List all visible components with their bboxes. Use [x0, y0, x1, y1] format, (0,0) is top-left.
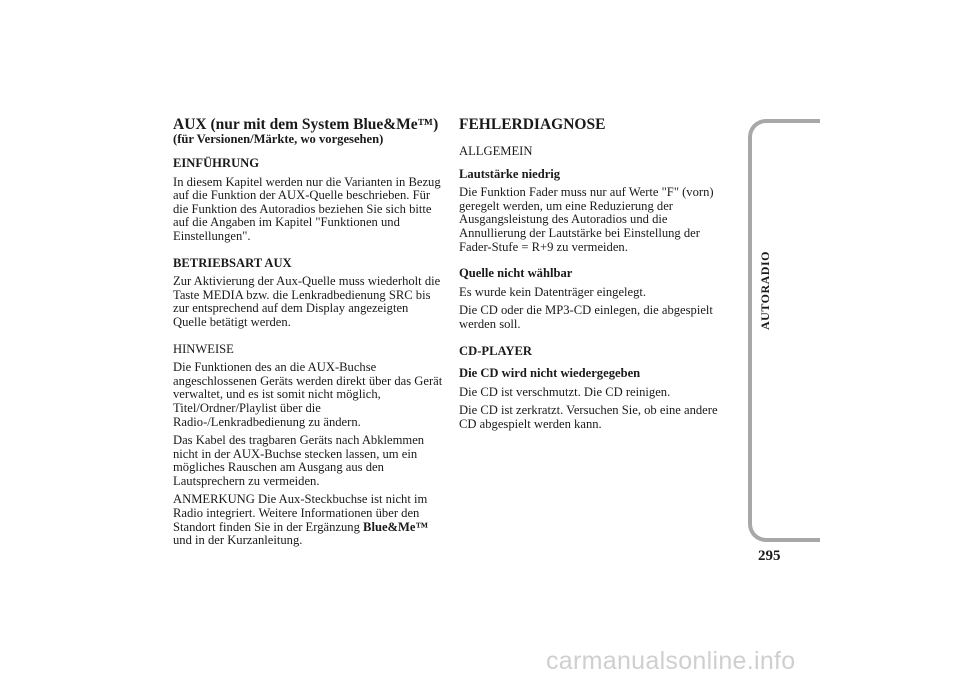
- heading-hinweise: HINWEISE: [173, 341, 234, 356]
- heading-betriebsart: BETRIEBSART AUX: [173, 255, 292, 270]
- anmerkung-end: und in der Kurzanleitung.: [173, 533, 303, 548]
- page-number: 295: [758, 548, 781, 564]
- heading-quelle: Quelle nicht wählbar: [459, 266, 573, 281]
- paragraph-cd-2: Die CD ist zerkratzt. Versuchen Sie, ob eine andere CD abgespielt werden kann.: [459, 403, 718, 431]
- heading-allgemein: ALLGEMEIN: [459, 144, 533, 158]
- anmerkung-text: ANMERKUNG Die Aux-Steckbuchse ist nicht im Radio integriert. Weitere Informationen über den Standort finden Sie in der Ergänzung: [173, 492, 428, 534]
- watermark: carmanualsonline.info: [546, 647, 796, 675]
- heading-lautstaerke: Lautstärke niedrig: [459, 166, 561, 181]
- section-subtitle: (für Versionen/Märkte, wo vorgesehen): [173, 132, 384, 146]
- heading-cd-nicht: Die CD wird nicht wiedergegeben: [459, 366, 641, 381]
- chapter-tab-frame: [748, 119, 820, 542]
- paragraph-anmerkung: [173, 493, 445, 547]
- anmerkung-bold: Blue&Me™: [363, 519, 429, 534]
- paragraph-betriebsart: Zur Aktivierung der Aux-Quelle muss wiederholt die Taste MEDIA bzw. die Lenkradbedienung SRC bis zur entsprechend auf dem Display angezeigten Quelle betätigt werden.: [173, 274, 441, 329]
- paragraph-quelle-1: Es wurde kein Datenträger eingelegt.: [459, 284, 647, 299]
- section-title-aux: AUX (nur mit dem System Blue&Me™): [173, 116, 439, 133]
- heading-einfuehrung: EINFÜHRUNG: [173, 156, 260, 170]
- right-column: [459, 116, 731, 437]
- paragraph-einfuehrung: In diesem Kapitel werden nur die Varianten in Bezug auf die Funktion der AUX-Quelle beschrieben. Für die Funktion des Autoradios beziehen Sie sich bitte auf die Angaben im Kapitel "Funktionen und Einstellungen".: [173, 174, 441, 243]
- paragraph-cd-1: Die CD ist verschmutzt. Die CD reinigen.: [459, 384, 671, 399]
- paragraph-lautstaerke: Die Funktion Fader muss nur auf Werte "F" (vorn) geregelt werden, um eine Reduzierung der Ausgangsleistung des Autoradios und die Annullierung der Lautstärke bei Einstellung der Fader-Stufe = R+9 zu vermeiden.: [459, 185, 714, 254]
- heading-cd-player: CD-PLAYER: [459, 343, 533, 358]
- paragraph-hinweise-2: Das Kabel des tragbaren Geräts nach Abklemmen nicht in der AUX-Buchse stecken lassen, um ein mögliches Rauschen am Ausgang aus den Lautsprechern zu vermeiden.: [173, 433, 425, 488]
- chapter-tab-label: AUTORADIO: [758, 251, 772, 330]
- section-title-fehlerdiagnose: FEHLERDIAGNOSE: [459, 116, 606, 133]
- paragraph-quelle-2: Die CD oder die MP3-CD einlegen, die abgespielt werden soll.: [459, 303, 713, 331]
- paragraph-hinweise-1: Die Funktionen des an die AUX-Buchse angeschlossenen Geräts werden direkt über das Gerät verwaltet, und es ist somit nicht möglich, Titel/Ordner/Playlist über die Radio-/Lenkradbedienung zu ändern.: [173, 360, 443, 429]
- left-column: [173, 116, 445, 553]
